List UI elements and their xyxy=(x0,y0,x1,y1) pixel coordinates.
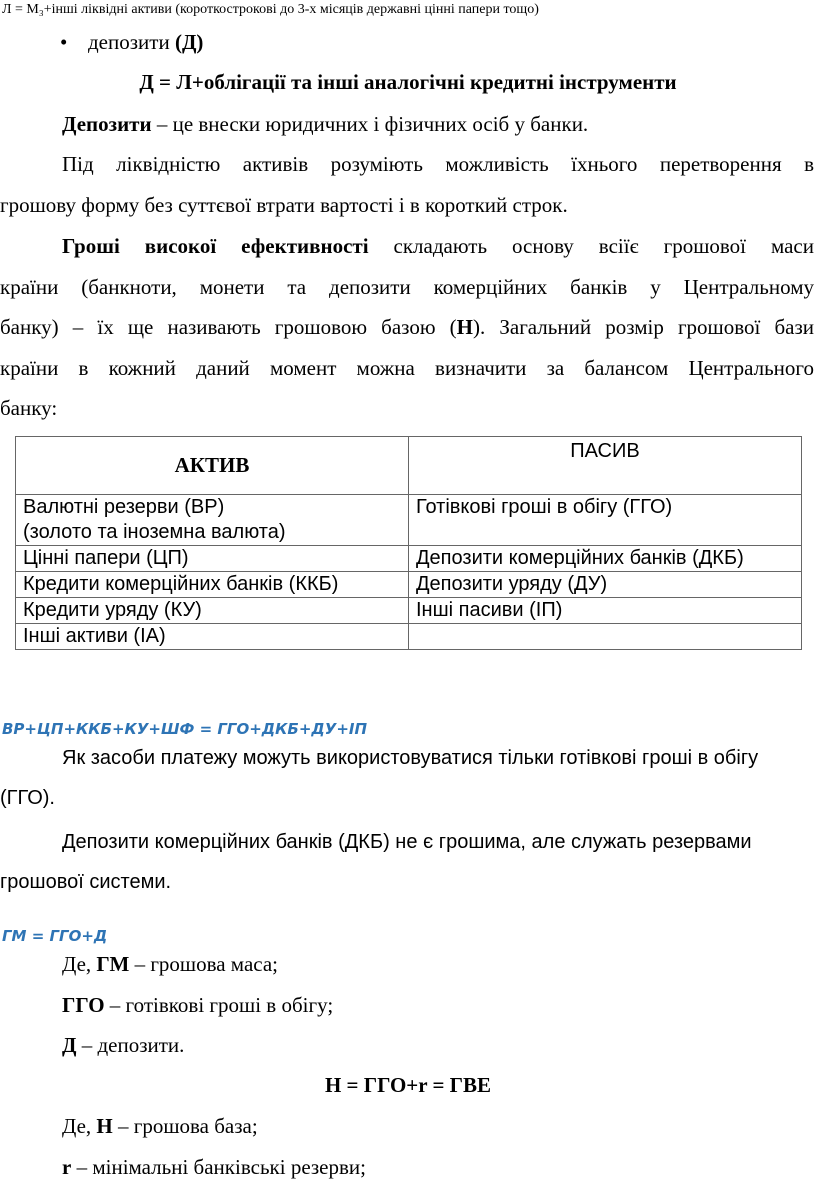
payment-paragraph xyxy=(0,738,814,818)
table-row xyxy=(16,572,802,598)
table-row xyxy=(16,624,802,650)
table-row xyxy=(16,598,802,624)
formula-monetary-base: Н = ГГО+r = ГВЕ xyxy=(324,1073,492,1097)
passive-cell: Депозити комерційних банків (ДКБ) xyxy=(409,546,802,572)
active-cell: Цінні папери (ЦП) xyxy=(16,546,409,572)
table-row xyxy=(16,546,802,572)
money-line-4: країни в кожний даний момент можна визначити за балансом Центрального xyxy=(0,355,814,380)
passive-cell: Інші пасиви (ІП) xyxy=(409,598,802,624)
money-line-3c: ). Загальний розмір грошової бази xyxy=(472,315,814,339)
active-cell: Кредити уряду (КУ) xyxy=(16,598,409,624)
balance-formula: ВР+ЦП+ККБ+КУ+ШФ = ГГО+ДКБ+ДУ+ІП xyxy=(2,720,368,738)
header-passive: ПАСИВ xyxy=(409,437,802,495)
money-line-2: країни (банкноти, монети та депозити комерційних банків у Центральному xyxy=(0,274,814,299)
definitions-group-1 xyxy=(0,944,814,1066)
money-line-5: банку: xyxy=(0,396,58,420)
def-term: r xyxy=(62,1154,72,1179)
money-supply-formula: ГМ = ГГО+Д xyxy=(2,927,108,945)
header-active: АКТИВ xyxy=(16,437,409,495)
active-cell: Інші активи (ІА) xyxy=(16,624,409,650)
active-cell: Кредити комерційних банків (ККБ) xyxy=(16,572,409,598)
liquidity-line-2: грошову форму без суттєвої втрати вартості і в короткий строк. xyxy=(0,192,568,217)
dkb-paragraph xyxy=(0,822,814,902)
bullet-item-deposits xyxy=(60,30,203,55)
def-text: – грошова база; xyxy=(112,1114,258,1138)
deposits-term: Депозити xyxy=(62,112,152,136)
top-definition-line: Л = М₃+інші ліквідні активи (короткострокові до 3-х місяців державні цінні папери тощо) xyxy=(2,2,539,17)
payment-line-2: (ГГО). xyxy=(0,787,55,809)
dkb-line-1: Депозити комерційних банків (ДКБ) не є грошима, але служать резервами xyxy=(62,831,752,853)
def-text: – мінімальні банківські резерви; xyxy=(71,1154,366,1179)
balance-table xyxy=(15,436,802,650)
bullet-text: депозити xyxy=(88,30,175,54)
money-paragraph xyxy=(0,226,814,429)
table-row xyxy=(16,495,802,546)
liquidity-paragraph xyxy=(0,144,814,225)
passive-cell: Депозити уряду (ДУ) xyxy=(409,572,802,598)
def-term: Н xyxy=(96,1114,113,1138)
dkb-line-2: грошової системи. xyxy=(0,871,172,893)
def-term: Д xyxy=(62,1033,77,1057)
def-text: – депозити. xyxy=(76,1033,185,1057)
passive-cell xyxy=(409,624,802,650)
def-term: ГГО xyxy=(62,992,105,1017)
def-prefix: Де, xyxy=(62,1114,97,1138)
active-cell-line-2: (золото та іноземна валюта) xyxy=(23,521,286,543)
deposits-definition: – це внески юридичних і фізичних осіб у банки. xyxy=(151,112,589,136)
money-line-1: складають основу всіїє грошової маси xyxy=(368,234,814,258)
passive-cell: Готівкові гроші в обігу (ГГО) xyxy=(409,495,802,546)
bullet-icon: • xyxy=(60,30,68,54)
deposits-paragraph xyxy=(0,104,814,145)
active-cell-line-1: Валютні резерви (ВР) xyxy=(23,496,225,518)
liquidity-line-1: Під ліквідністю активів розуміють можливість їхнього перетворення в xyxy=(62,152,814,176)
definitions-group-2 xyxy=(0,1106,814,1187)
bullet-bold: (Д) xyxy=(174,30,204,54)
formula-deposits: Д = Л+облігації та інші аналогічні кредитні інструменти xyxy=(139,70,677,94)
money-line-3-bold: Н xyxy=(456,315,473,339)
def-text: – грошова маса; xyxy=(129,952,279,976)
money-term: Гроші високої ефективності xyxy=(62,234,369,258)
def-text: – готівкові гроші в обігу; xyxy=(104,992,334,1017)
table-header-row xyxy=(16,437,802,495)
money-line-3a: банку) – їх ще називають грошовою базою ( xyxy=(0,315,457,339)
active-cell xyxy=(16,495,409,546)
def-prefix: Де, xyxy=(62,952,97,976)
payment-line-1: Як засоби платежу можуть використовуватися тільки готівкові гроші в обігу xyxy=(62,747,759,769)
def-term: ГМ xyxy=(96,952,130,976)
